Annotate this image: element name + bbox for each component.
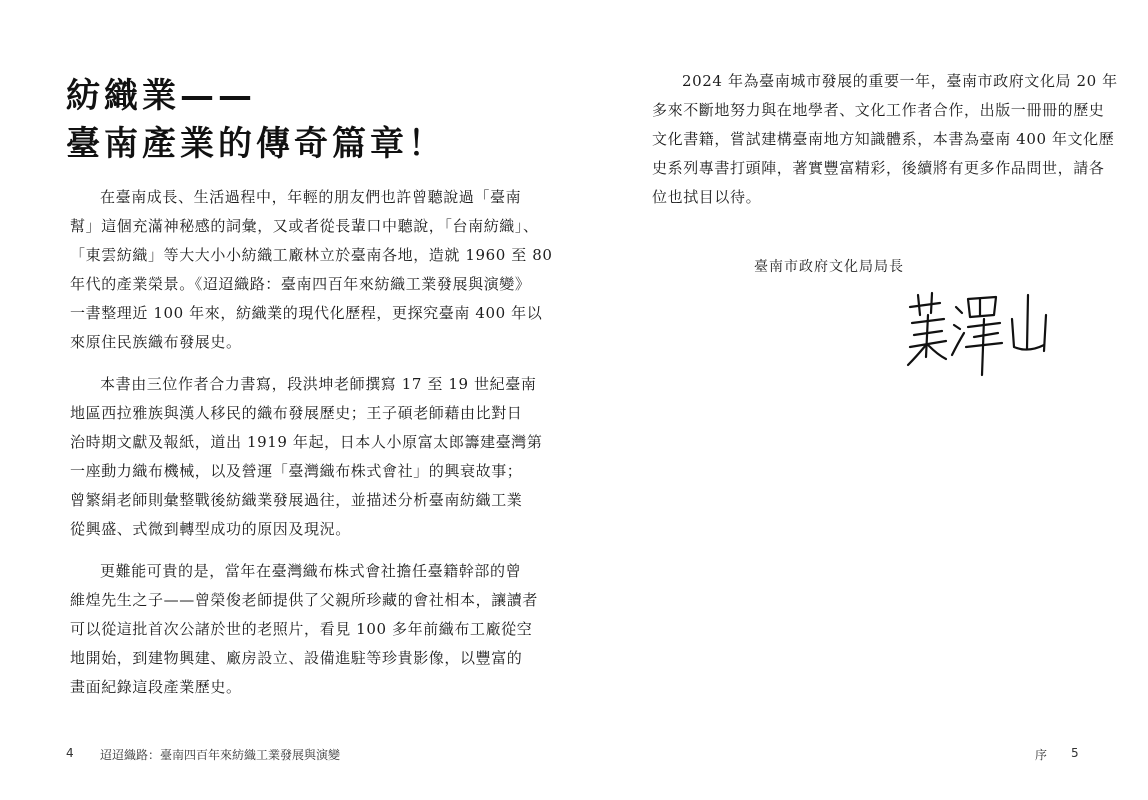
text-line: 本書由三位作者合力書寫，段洪坤老師撰寫 17 至 19 世紀臺南 (100, 375, 537, 393)
text-line: 一書整理近 100 年來，紡織業的現代化歷程，更探究臺南 400 年以 (70, 304, 543, 322)
paragraph (70, 557, 539, 702)
paragraph (70, 183, 553, 357)
text-line: 可以從這批首次公諸於世的老照片，看見 100 多年前織布工廠從空 (70, 620, 533, 638)
signer-title: 臺南市政府文化局局長 (754, 259, 904, 275)
text-line: 地開始，到建物興建、廠房設立、設備進駐等珍貴影像，以豐富的 (70, 649, 523, 667)
running-header-book-title: 迢迢織路：臺南四百年來紡織工業發展與演變 (100, 748, 341, 762)
text-line: 位也拭目以待。 (652, 188, 762, 206)
text-line: 地區西拉雅族與漢人移民的織布發展歷史；王子碩老師藉由比對日 (70, 404, 523, 422)
page-number: 4 (66, 746, 74, 760)
handwritten-signature (904, 285, 1054, 380)
chapter-label: 序 (1035, 748, 1048, 762)
text-line: 2024 年為臺南城市發展的重要一年，臺南市政府文化局 20 年 (682, 72, 1118, 90)
text-line: 畫面紀錄這段產業歷史。 (70, 678, 242, 696)
text-line: 曾繁絹老師則彙整戰後紡織業發展過往，並描述分析臺南紡織工業 (70, 491, 523, 509)
text-line: 「東雲紡織」等大大小小紡織工廠林立於臺南各地，造就 1960 至 80 (70, 246, 553, 264)
text-line: 在臺南成長、生活過程中，年輕的朋友們也許曾聽說過「臺南 (100, 188, 522, 206)
paragraph (70, 370, 543, 544)
text-line: 幫」這個充滿神秘感的詞彙，又或者從長輩口中聽說，「台南紡織」、 (70, 217, 539, 235)
text-line: 維煌先生之子——曾榮俊老師提供了父親所珍藏的會社相本，讓讀者 (70, 591, 539, 609)
text-line: 從興盛、式微到轉型成功的原因及現況。 (70, 520, 351, 538)
title-line: 臺南產業的傳奇篇章！ (66, 124, 446, 164)
page-number: 5 (1071, 746, 1079, 760)
text-line: 一座動力織布機械，以及營運「臺灣織布株式會社」的興衰故事； (70, 462, 523, 480)
text-line: 來原住民族織布發展史。 (70, 333, 242, 351)
left-body-text (70, 183, 553, 715)
text-line: 多來不斷地努力與在地學者、文化工作者合作，出版一冊冊的歷史 (652, 101, 1105, 119)
page-title (66, 72, 446, 168)
text-line: 史系列專書打頭陣，著實豐富精彩，後續將有更多作品問世，請各 (652, 159, 1105, 177)
text-line: 文化書籍，嘗試建構臺南地方知識體系，本書為臺南 400 年文化歷 (652, 130, 1115, 148)
text-line: 治時期文獻及報紙，道出 1919 年起，日本人小原富太郎籌建臺灣第 (70, 433, 543, 451)
text-line: 更難能可貴的是，當年在臺灣織布株式會社擔任臺籍幹部的曾 (100, 562, 522, 580)
text-line: 年代的產業榮景。《迢迢織路：臺南四百年來紡織工業發展與演變》 (70, 275, 531, 293)
paragraph (652, 67, 1118, 212)
right-page (574, 0, 1148, 800)
title-line: 紡織業—— (66, 76, 256, 116)
right-body-text (652, 67, 1118, 225)
